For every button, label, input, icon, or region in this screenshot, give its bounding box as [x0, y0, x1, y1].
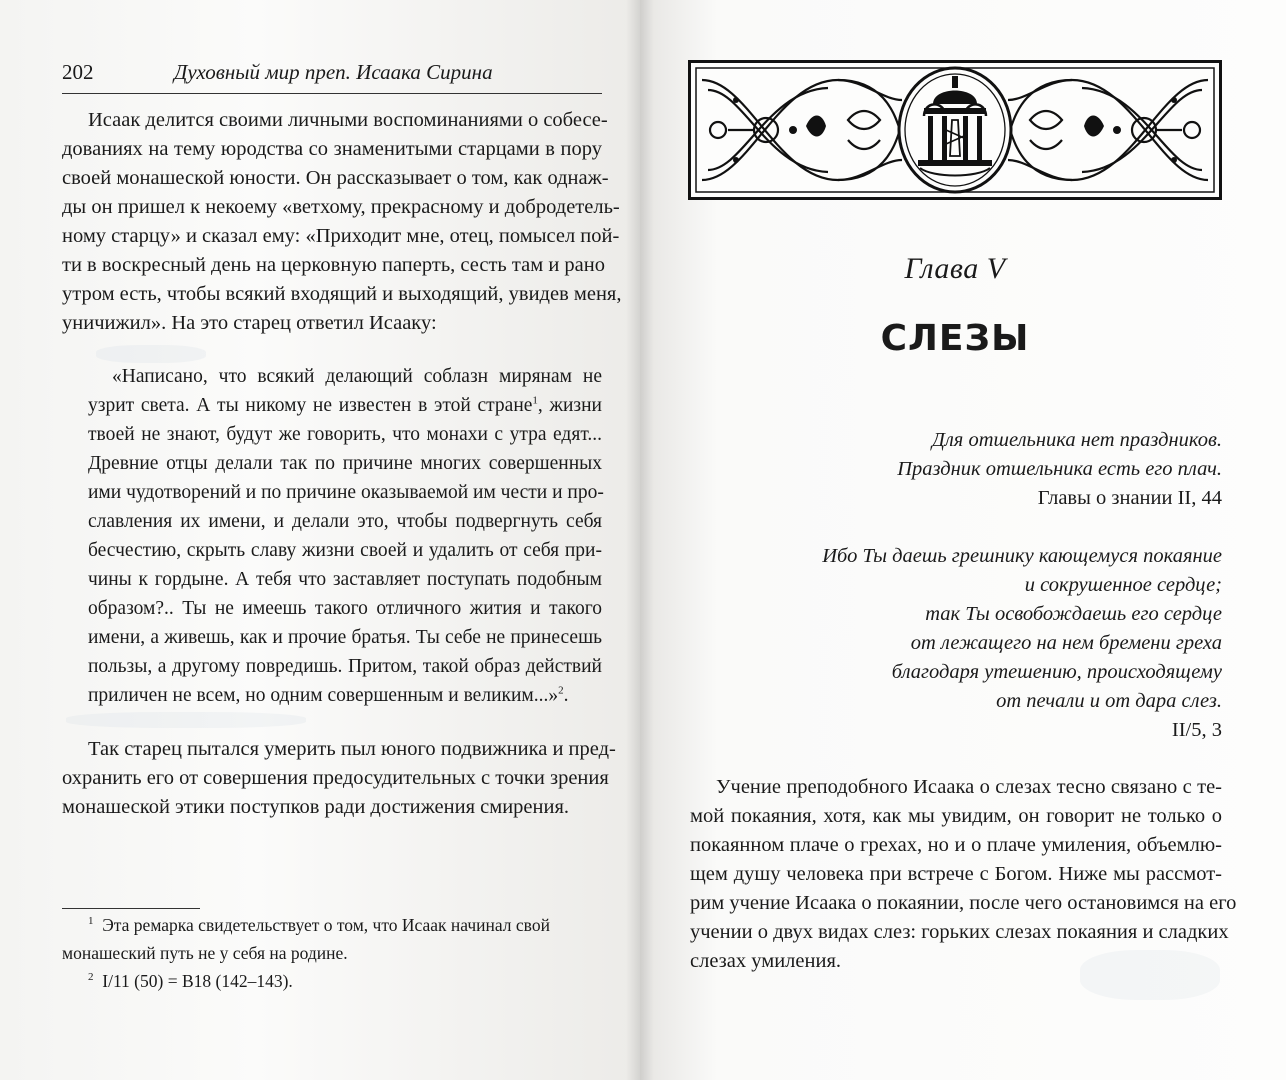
text-line: пользы, а другому повредишь. Притом, такой образ действий — [88, 656, 602, 677]
text-line: Древние отцы делали так по причине многих совершенных — [88, 453, 602, 474]
footnote-rule — [62, 908, 200, 909]
print-smudge — [66, 712, 306, 728]
footnote-1-cont: монашеский путь не у себя на родине. — [62, 943, 348, 963]
text-run: , жизни — [537, 395, 602, 416]
text-run: приличен не всем, но одним совершенным и великим...» — [88, 685, 559, 706]
text-line: щем душу человека при встрече с Богом. Ниже мы рассмот- — [690, 863, 1222, 885]
text-line: охранить его от совершения предосудительных с точки зрения — [62, 767, 609, 789]
footnote-number: 2 — [88, 971, 94, 984]
text-line: покаянном плаче о грехах, но и о плаче умиления, объемлю- — [690, 834, 1222, 856]
text-line: учении о двух видах слез: горьких слезах покаяния и сладких — [690, 921, 1229, 943]
text-line: дованиях на тему юродства со знаменитыми старцами в пору — [62, 138, 602, 160]
book-gutter — [626, 0, 654, 1080]
text-line: Исаак делится своими личными воспоминаниями о собесе- — [88, 109, 608, 131]
running-title: Духовный мир преп. Исаака Сирина — [174, 60, 493, 84]
text-line: «Написано, что всякий делающий соблазн мирянам не — [112, 366, 602, 387]
footnote-ref-2[interactable]: 2 — [558, 684, 564, 697]
text-line: уничижил». На это старец ответил Исааку: — [62, 312, 437, 334]
text-line: монашеской этики поступков ради достижения смирения. — [62, 796, 570, 818]
header-rule — [62, 93, 602, 94]
ornamental-headpiece-icon — [688, 60, 1222, 200]
epigraph-line: от лежащего на нем бремени греха — [910, 632, 1222, 654]
running-header — [62, 60, 602, 90]
chapter-title: СЛЕЗЫ — [880, 318, 1030, 359]
text-run: узрит света. А ты никому не известен в этой стране — [88, 395, 533, 416]
text-line: своей монашеской юности. Он рассказывает о том, как однаж- — [62, 167, 609, 189]
page-number: 202 — [62, 60, 94, 84]
text-run: . — [563, 685, 569, 706]
text-line: ды он пришел к некоему «ветхому, прекрасному и добродетель- — [62, 196, 620, 218]
chapter-label: Глава V — [904, 252, 1006, 285]
footnote-1 — [88, 912, 550, 938]
text-line — [88, 682, 602, 710]
text-line — [88, 392, 602, 420]
text-line: бесчестию, скрыть славу жизни своей и удалить от себя при- — [88, 540, 602, 561]
text-line: славления их имени, и делали это, чтобы подвергнуть себя — [88, 511, 602, 532]
text-line: образом?.. Ты не имеешь такого отличного жития и такого — [88, 598, 602, 619]
text-line: ти в воскресный день на церковную паперть, сесть там и рано — [62, 254, 605, 276]
epigraph-source: Главы о знании II, 44 — [1037, 487, 1222, 509]
text-line: Учение преподобного Исаака о слезах тесно связано с те- — [716, 776, 1222, 798]
text-line: ному старцу» и сказал ему: «Приходит мне, отец, помысел пой- — [62, 225, 620, 247]
epigraph-source: II/5, 3 — [1171, 719, 1222, 741]
footnote-ref-1[interactable]: 1 — [532, 394, 538, 407]
text-line: имени, а живешь, как и прочие братья. Ты себе не принесешь — [88, 627, 602, 648]
print-smudge — [96, 345, 206, 363]
text-line: твоей не знают, будут же говорить, что монахи с утра едят... — [88, 424, 602, 445]
epigraph-line: Для отшельника нет праздников. — [931, 429, 1222, 451]
text-line: ими чудотворений и по причине оказываемой им чести и про- — [88, 482, 604, 503]
footnote-number: 1 — [88, 915, 94, 928]
epigraph-line: и сокрушенное сердце; — [1024, 574, 1222, 596]
text-line: рим учение Исаака о покаянии, после чего остановимся на его — [690, 892, 1237, 914]
text-line: Так старец пытался умерить пыл юного подвижника и пред- — [88, 738, 616, 760]
footnote-2 — [88, 968, 293, 994]
epigraph-line: Праздник отшельника есть его плач. — [897, 458, 1222, 480]
epigraph-line: от печали и от дара слез. — [996, 690, 1222, 712]
text-line: слезах умиления. — [690, 950, 841, 972]
epigraph-line: так Ты освобождаешь его сердце — [925, 603, 1222, 625]
text-line: мой покаяния, хотя, как мы увидим, он говорит не только о — [690, 805, 1222, 827]
text-line: чины к гордыне. А тебя что заставляет поступать подобным — [88, 569, 602, 590]
chapel-icon — [899, 68, 1011, 192]
footnote-text: I/11 (50) = B18 (142–143). — [102, 971, 293, 991]
footnote-text: Эта ремарка свидетельствует о том, что Исаак начинал свой — [102, 915, 550, 935]
text-line: утром есть, чтобы всякий входящий и выходящий, увидев меня, — [62, 283, 622, 305]
epigraph-line: Ибо Ты даешь грешнику кающемуся покаяние — [822, 545, 1222, 567]
epigraph-line: благодаря утешению, происходящему — [891, 661, 1222, 683]
